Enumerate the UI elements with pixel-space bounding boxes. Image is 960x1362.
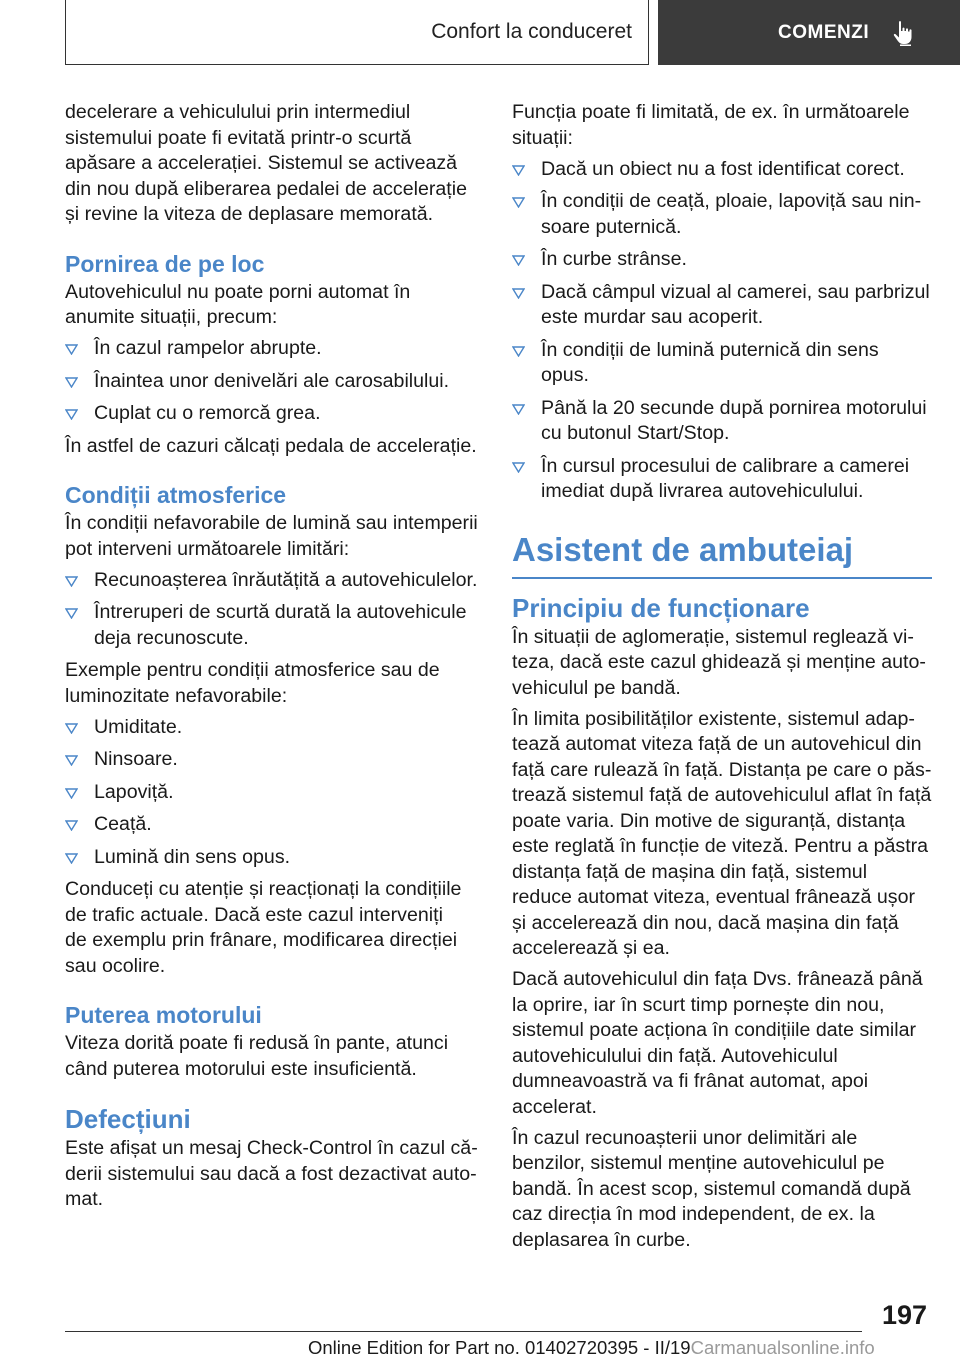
triangle-bullet-icon [512,462,525,473]
list-item: În condiții de lumină puternică din sens opus. [512,338,932,389]
chapter-title: COMENZI [778,21,870,43]
list-item: Ceață. [65,812,485,838]
triangle-bullet-icon [65,788,78,799]
heading-pornire: Pornirea de pe loc [65,250,265,277]
paragraph: Funcția poate fi limitată, de ex. în următoarele situații: [512,101,910,149]
paragraph: Conduceți cu atenție și reacționați la condițiile de trafic actuale. Dacă este cazul interveniți [65,878,462,926]
heading-conditii: Condiții atmosferice [65,482,287,508]
triangle-bullet-icon [65,576,78,587]
list-item: În curbe strânse. [512,247,932,273]
triangle-bullet-icon [512,288,525,299]
list-item: În cazul rampelor abrupte. [65,336,485,362]
list-item: Lapoviță. [65,780,485,806]
triangle-bullet-icon [512,404,525,415]
paragraph: În condiții nefavorabile de lumină sau intemperii pot interveni următoarele limitări: [65,512,478,560]
list-item: Ninsoare. [65,747,485,773]
section-title: Confort la conduceret [431,20,632,43]
list-item: Dacă câmpul vizual al camerei, sau parbrizul este murdar sau acoperit. [512,280,932,331]
bullet-list-exemple [65,715,485,871]
list-item: Dacă un obiect nu a fost identificat corect. [512,157,932,183]
list-item: Cuplat cu o remorcă grea. [65,401,485,427]
triangle-bullet-icon [65,853,78,864]
triangle-bullet-icon [512,197,525,208]
triangle-bullet-icon [65,820,78,831]
triangle-bullet-icon [65,755,78,766]
paragraph: În astfel de cazuri călcați pedala de accelerație. [65,434,477,457]
footer-text [308,1337,875,1359]
list-item: În condiții de ceață, ploaie, lapoviță sau ninsoare puternică. [512,189,932,240]
list-item: Recunoașterea înrăutățită a autovehiculelor. [65,568,485,594]
list-item: Până la 20 secunde după pornirea motorului cu butonul Start/Stop. [512,396,932,447]
list-item: În cursul procesului de calibrare a camerei imediat după livrarea autovehiculului. [512,454,932,505]
bullet-list-limitari-functie [512,157,932,505]
watermark-text: Carmanualsonline.info [690,1337,875,1358]
paragraph: decelerare a vehiculului prin intermediul sistemului poate fi evitată printr-o scurtă apăsare a accelerației. Sistemul se activează din nou după eliberarea pedalei de accelerație și revine la viteza de deplasare memorată. [65,101,467,225]
triangle-bullet-icon [512,346,525,357]
list-item: Lumină din sens opus. [65,845,485,871]
left-column [65,100,485,1218]
triangle-bullet-icon [65,409,78,420]
triangle-bullet-icon [512,165,525,176]
list-item: Întreruperi de scurtă durată la autovehicule deja recunoscute. [65,600,485,651]
chapter-heading-block [512,531,932,579]
chapter-tab [658,0,960,65]
heading-puterea: Puterea motorului [65,1002,262,1028]
triangle-bullet-icon [65,608,78,619]
hand-pointer-icon [891,20,915,46]
bullet-list-pornire [65,336,485,427]
footer-divider [65,1331,862,1332]
paragraph: Viteza dorită poate fi redusă în pante, atunci când puterea motorului este insuficientă. [65,1032,449,1080]
paragraph: În limita posibilităților existente, sistemul adaptează automat viteza față de un autovehicul din față care rulează în față. Distanța pe care o păstrează sistemul față de autovehiculul aflat în față poate varia. Din motive de siguranță, distanța este reglată în funcție de viteză. Pentru a păstra distanța față de mașina din față, sistemul reduce automat viteza, eventual frânează ușor și accelerează din nou, dacă mașina din față accelerează și ea. [512,707,932,959]
paragraph: Dacă autovehiculul din fața Dvs. frânează până la oprire, iar în scurt timp pornește din nou, sistemul poate acționa în condițiile date similar autovehiculului din față. Autovehiculul dumneavoastră va fi frânat automat, apoi accelerat. [512,968,923,1118]
heading-principiu: Principiu de funcționare [512,592,810,623]
edition-text: Online Edition for Part no. 01402720395 - II/19 [308,1337,691,1358]
heading-asistent: Asistent de ambuteiaj [512,530,854,568]
bullet-list-limitari [65,568,485,652]
paragraph: Autovehiculul nu poate porni automat în anumite situații, precum: [65,280,411,328]
section-tab [65,0,649,65]
paragraph: Este afișat un mesaj Check-Control în cazul căderii sistemului sau dacă a fost dezactivat automat. [65,1137,478,1210]
page-number: 197 [881,1300,927,1330]
triangle-bullet-icon [65,344,78,355]
paragraph: de exemplu prin frânare, modificarea direcției sau ocolire. [65,929,458,977]
triangle-bullet-icon [65,377,78,388]
paragraph: În situații de aglomerație, sistemul reglează viteza, dacă este cazul ghidează și menține autovehiculul pe bandă. [512,625,926,699]
paragraph: În cazul recunoașterii unor delimitări ale benzilor, sistemul menține autovehiculul pe bandă. În acest scop, sistemul comandă după caz direcția în mod independent, de ex. la deplasarea în curbe. [512,1126,911,1251]
triangle-bullet-icon [65,723,78,734]
list-item: Umiditate. [65,715,485,741]
heading-defectiuni: Defecțiuni [65,1104,191,1134]
triangle-bullet-icon [512,255,525,266]
paragraph: Exemple pentru condiții atmosferice sau de luminozitate nefavorabile: [65,659,440,707]
list-item: Înaintea unor denivelări ale carosabilului. [65,369,485,395]
right-column [512,100,932,1259]
